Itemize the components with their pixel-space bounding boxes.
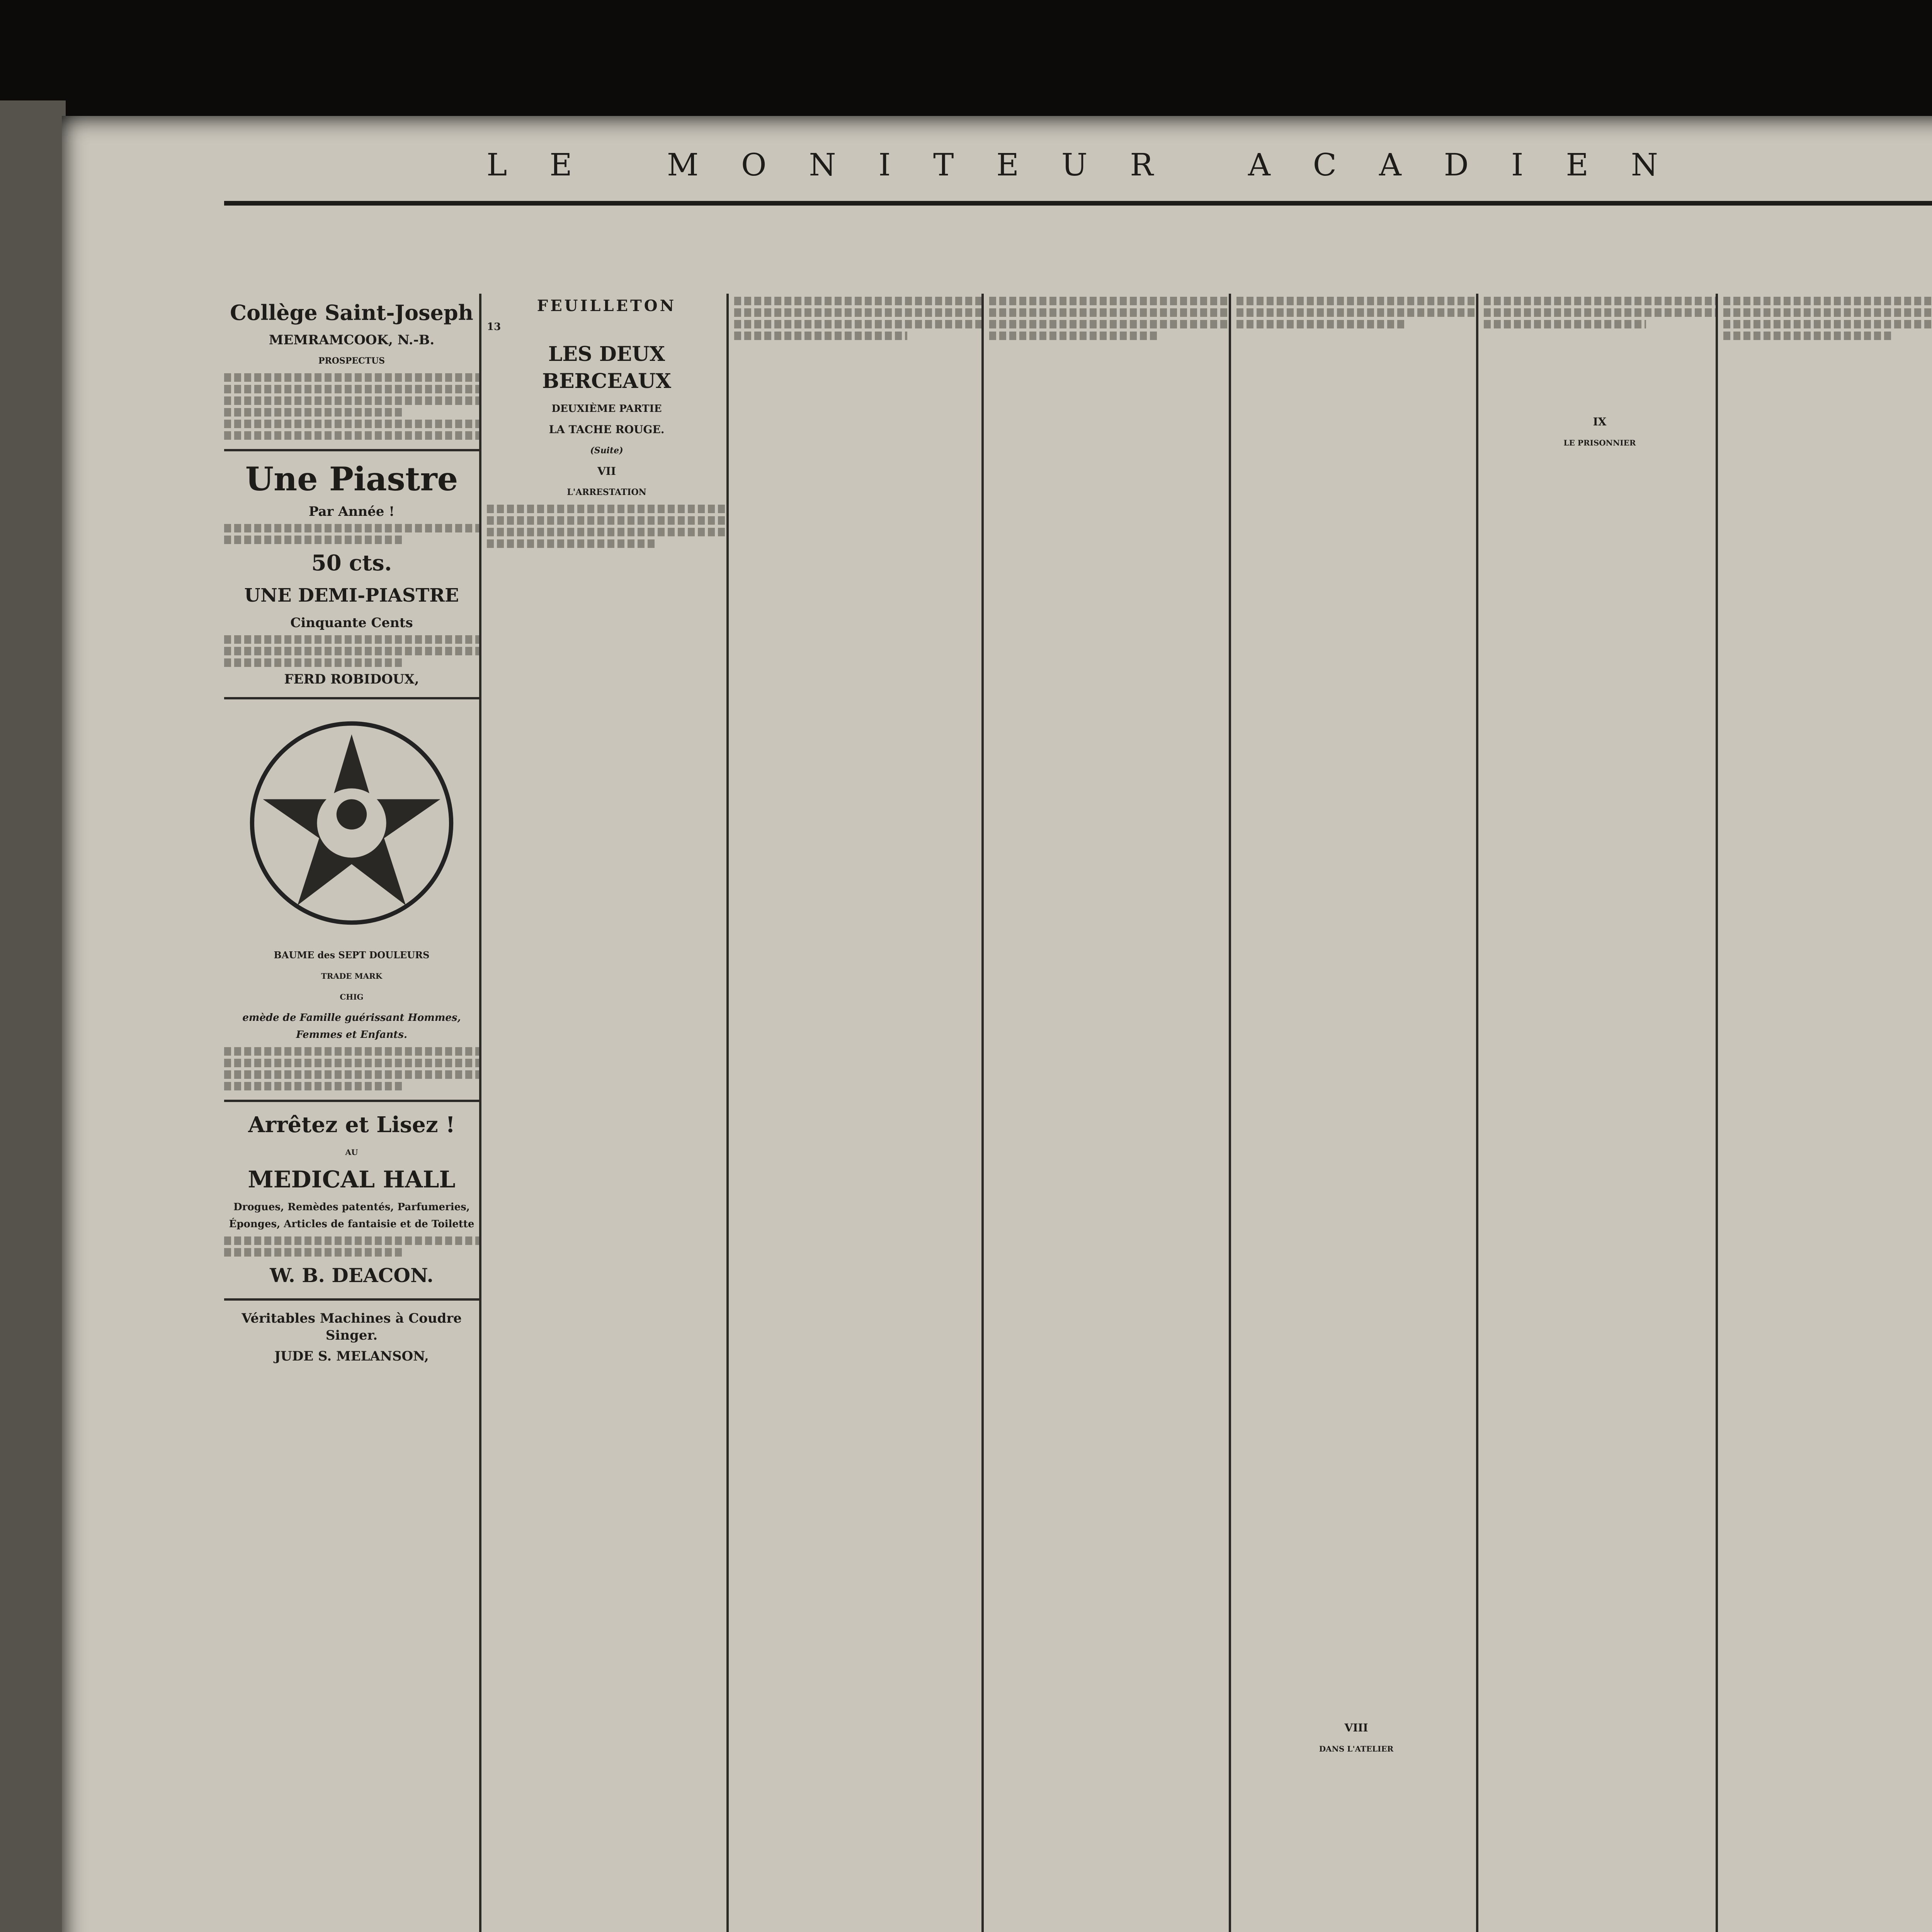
singer-title: Véritables Machines à Coudre Singer. xyxy=(242,1311,462,1343)
piastre-title: Une Piastre xyxy=(245,460,458,498)
college-title: Collège Saint-Joseph xyxy=(230,300,473,325)
page-edge xyxy=(0,100,66,1932)
deacon-name: W. B. DEACON. xyxy=(270,1264,434,1287)
feuilleton-part: DEUXIÈME PARTIE xyxy=(551,403,662,415)
feuilleton-subtitle: LA TACHE ROUGE. xyxy=(549,423,665,436)
college-prospectus: PROSPECTUS xyxy=(318,356,385,366)
feuilleton-chapter: VII xyxy=(597,465,616,478)
divider xyxy=(224,697,479,699)
singer-dealer: JUDE S. MELANSON, xyxy=(274,1349,429,1364)
feuilleton-column xyxy=(487,294,729,1932)
baume-caption: emède de Famille guérissant Hommes, Femmes et Enfants. xyxy=(242,1012,461,1041)
feuilleton-suite: (Suite) xyxy=(590,446,623,456)
baume-chig: CHIG xyxy=(340,992,364,1002)
masthead: LE MONITEUR ACADIEN xyxy=(224,147,1932,206)
cinquante-cents: Cinquante Cents xyxy=(290,615,413,631)
story-column xyxy=(989,294,1231,1932)
story-column xyxy=(734,294,984,1932)
feuilleton-number: 13 xyxy=(487,321,501,333)
robidoux-name: FERD ROBIDOUX, xyxy=(284,672,419,687)
divider xyxy=(224,1298,479,1301)
divider xyxy=(224,1100,479,1102)
story-column xyxy=(1236,294,1478,1932)
college-place: MEMRAMCOOK, N.-B. xyxy=(269,332,435,348)
feuilleton-title: LES DEUX BERCEAUX xyxy=(542,342,671,393)
story-column xyxy=(1723,294,1932,1932)
chapter-ix-title: LE PRISONNIER xyxy=(1563,438,1636,447)
price-cents: 50 cts. xyxy=(311,550,392,576)
piastre-subtitle: Par Année ! xyxy=(308,504,395,519)
chapter-viii: VIII xyxy=(1344,1721,1368,1734)
medical-hall: MEDICAL HALL xyxy=(248,1166,456,1193)
advertisement-column xyxy=(224,294,481,1932)
baume-brand: BAUME des SEPT DOULEURS xyxy=(274,949,430,961)
baume-trademark: TRADE MARK xyxy=(321,971,383,981)
chapter-viii-title: DANS L'ATELIER xyxy=(1319,1744,1394,1753)
arretez-heading: Arrêtez et Lisez ! xyxy=(248,1112,455,1138)
hall-goods: Drogues, Remèdes patentés, Parfumeries, Éponges, Articles de fantaisie et de Toilette xyxy=(229,1201,474,1230)
feuilleton-chapter-title: L'ARRESTATION xyxy=(567,487,646,497)
au-label: AU xyxy=(345,1148,358,1157)
chapter-ix: IX xyxy=(1593,415,1607,428)
demi-piastre: UNE DEMI-PIASTRE xyxy=(244,585,459,606)
feuilleton-label: FEUILLETON xyxy=(537,297,677,315)
story-column xyxy=(1484,294,1718,1932)
divider xyxy=(224,449,479,451)
baume-seal-icon xyxy=(243,715,460,931)
